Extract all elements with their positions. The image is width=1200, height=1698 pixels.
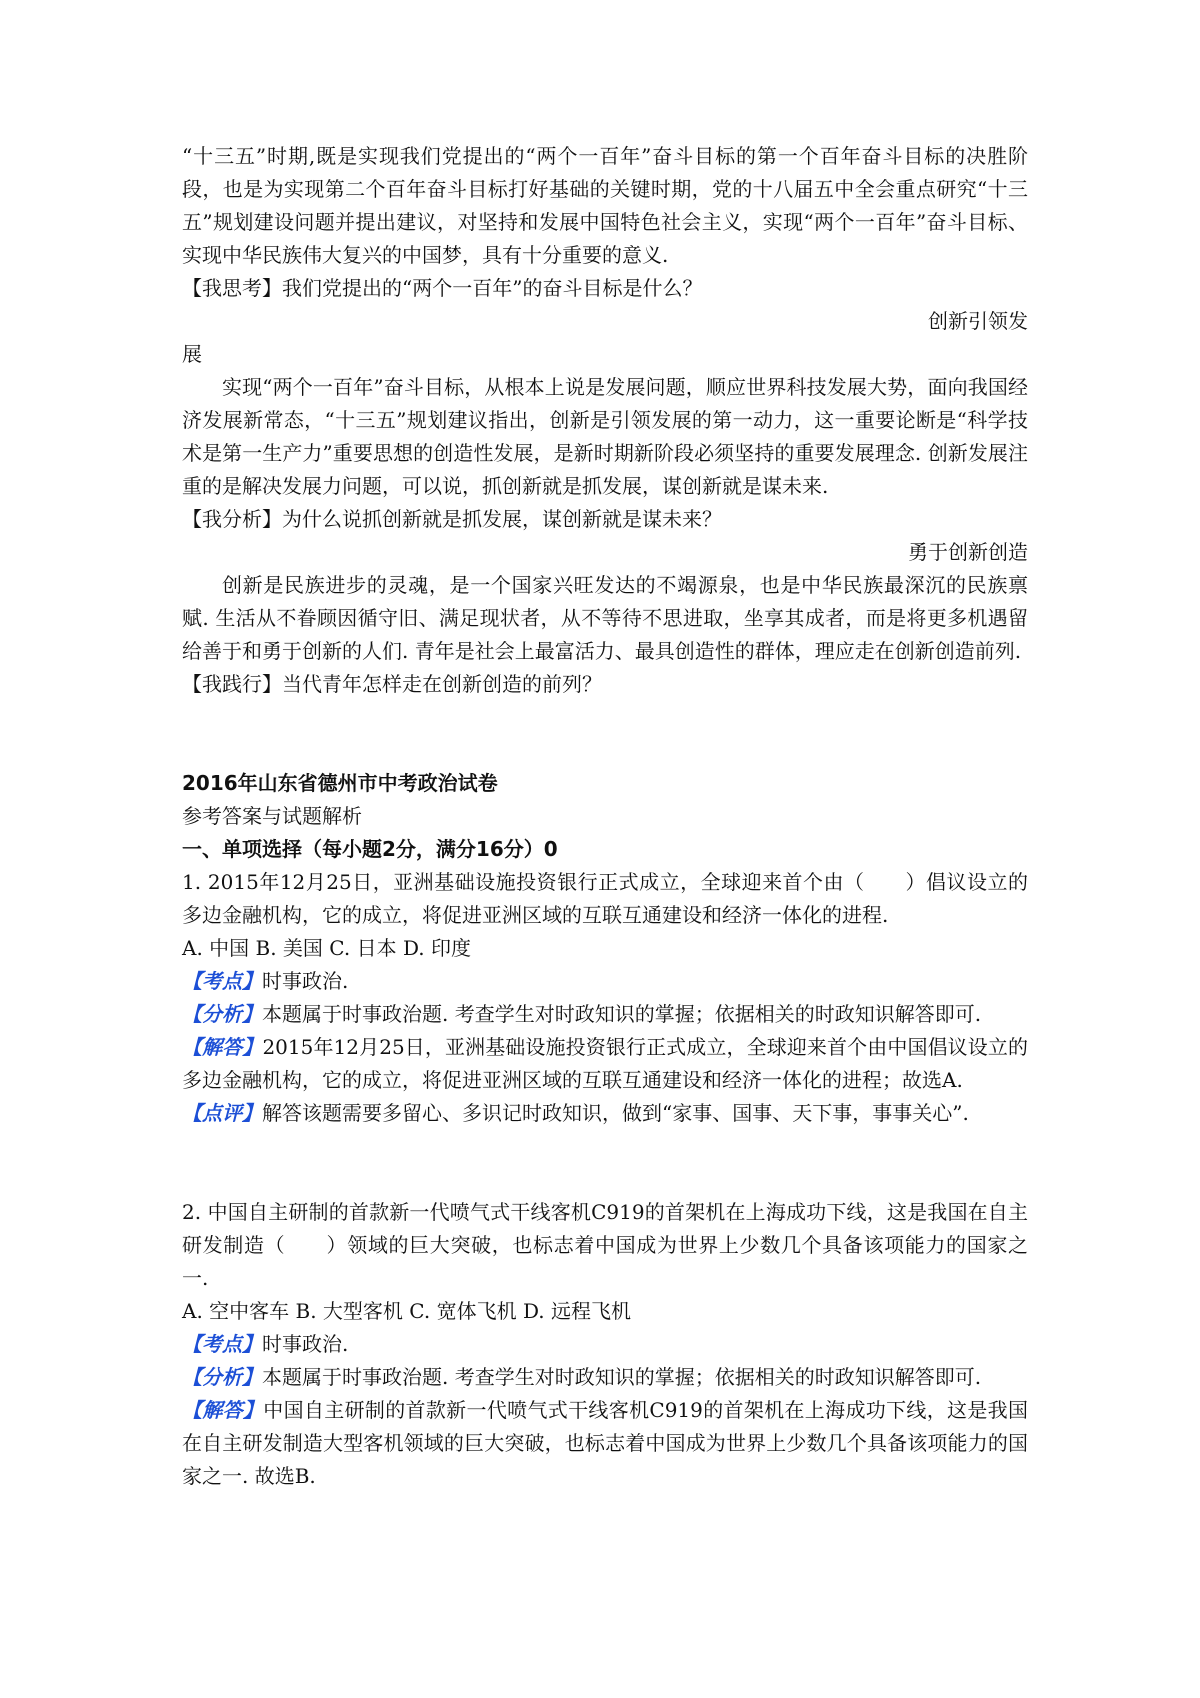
kaodian-text: 时事政治. bbox=[262, 1332, 349, 1356]
question-2 bbox=[182, 1196, 1028, 1493]
kaodian-tag: 【考点】 bbox=[182, 1332, 262, 1356]
dianping-text: 解答该题需要多留心、多识记时政知识，做到“家事、国事、天下事，事事关心”. bbox=[262, 1101, 969, 1125]
subtitle-innovation-lead-a: 创新引领发 bbox=[928, 309, 1028, 333]
intro-paragraph: “十三五”时期,既是实现我们党提出的“两个一百年”奋斗目标的第一个百年奋斗目标的决胜阶段，也是为实现第二个百年奋斗目标打好基础的关键时期，党的十八届五中全会重点研究“十三五”规划建设问题并提出建议，对坚持和发展中国特色社会主义，实现“两个一百年”奋斗目标、实现中华民族伟大复兴的中国梦，具有十分重要的意义. bbox=[182, 144, 1028, 267]
fenxi-text: 本题属于时事政治题. 考查学生对时政知识的掌握；依据相关的时政知识解答即可. bbox=[262, 1365, 982, 1389]
jieda-tag: 【解答】 bbox=[182, 1398, 264, 1422]
fenxi-tag: 【分析】 bbox=[182, 1002, 262, 1026]
section-gap bbox=[182, 701, 1028, 767]
jieda-text: 中国自主研制的首款新一代喷气式干线客机C919的首架机在上海成功下线，这是我国在自主研发制造大型客机领域的巨大突破，也标志着中国成为世界上少数几个具备该项能力的国家之一. 故选B. bbox=[182, 1398, 1029, 1488]
jieda-tag: 【解答】 bbox=[182, 1035, 263, 1059]
kaodian-line bbox=[182, 965, 1028, 998]
jieda-line bbox=[182, 1031, 1028, 1097]
fenxi-line bbox=[182, 998, 1028, 1031]
question-stem: 1. 2015年12月25日，亚洲基础设施投资银行正式成立，全球迎来首个由（ ）倡议设立的多边金融机构，它的成立，将促进亚洲区域的互联互通建设和经济一体化的进程. bbox=[182, 870, 1028, 927]
question-options: A. 空中客车 B. 大型客机 C. 宽体飞机 D. 远程飞机 bbox=[182, 1299, 631, 1323]
question-options: A. 中国 B. 美国 C. 日本 D. 印度 bbox=[182, 936, 471, 960]
exam-title: 2016年山东省德州市中考政治试卷 bbox=[182, 771, 498, 795]
youth-paragraph: 创新是民族进步的灵魂，是一个国家兴旺发达的不竭源泉，也是中华民族最深沉的民族禀赋. 生活从不眷顾因循守旧、满足现状者，从不等待不思进取，坐享其成者，而是将更多机遇留给善于和勇于创新的人们. 青年是社会上最富活力、最具创造性的群体，理应走在创新创造前列. bbox=[182, 573, 1028, 663]
question-stem: 2. 中国自主研制的首款新一代喷气式干线客机C919的首架机在上海成功下线，这是我国在自主研发制造（ ）领域的巨大突破，也标志着中国成为世界上少数几个具备该项能力的国家之一. bbox=[182, 1200, 1028, 1290]
analyze-question: 【我分析】为什么说抓创新就是抓发展，谋创新就是谋未来？ bbox=[182, 507, 722, 531]
jieda-line bbox=[182, 1394, 1028, 1493]
subtitle-brave-innovation: 勇于创新创造 bbox=[908, 540, 1028, 564]
kaodian-line bbox=[182, 1328, 1028, 1361]
section-heading: 一、单项选择（每小题2分，满分16分）0 bbox=[182, 837, 558, 861]
answers-subtitle: 参考答案与试题解析 bbox=[182, 804, 362, 828]
question-gap bbox=[182, 1130, 1028, 1196]
question-1 bbox=[182, 866, 1028, 1130]
fenxi-tag: 【分析】 bbox=[182, 1365, 262, 1389]
practice-question: 【我践行】当代青年怎样走在创新创造的前列？ bbox=[182, 672, 602, 696]
innovation-paragraph: 实现“两个一百年”奋斗目标，从根本上说是发展问题，顺应世界科技发展大势，面向我国经济发展新常态，“十三五”规划建议指出，创新是引领发展的第一动力，这一重要论断是“科学技术是第一生产力”重要思想的创造性发展，是新时期新阶段必须坚持的重要发展理念. 创新发展注重的是解决发展力问题，可以说，抓创新就是抓发展，谋创新就是谋未来. bbox=[182, 375, 1028, 498]
dianping-tag: 【点评】 bbox=[182, 1101, 262, 1125]
think-question: 【我思考】我们党提出的“两个一百年”的奋斗目标是什么？ bbox=[182, 276, 703, 300]
kaodian-text: 时事政治. bbox=[262, 969, 349, 993]
fenxi-text: 本题属于时事政治题. 考查学生对时政知识的掌握；依据相关的时政知识解答即可. bbox=[262, 1002, 982, 1026]
dianping-line bbox=[182, 1097, 1028, 1130]
fenxi-line bbox=[182, 1361, 1028, 1394]
kaodian-tag: 【考点】 bbox=[182, 969, 262, 993]
jieda-text: 2015年12月25日，亚洲基础设施投资银行正式成立，全球迎来首个由中国倡议设立的多边金融机构，它的成立，将促进亚洲区域的互联互通建设和经济一体化的进程；故选A. bbox=[182, 1035, 1029, 1092]
subtitle-innovation-lead-b: 展 bbox=[182, 342, 202, 366]
document-page bbox=[182, 140, 1028, 1493]
